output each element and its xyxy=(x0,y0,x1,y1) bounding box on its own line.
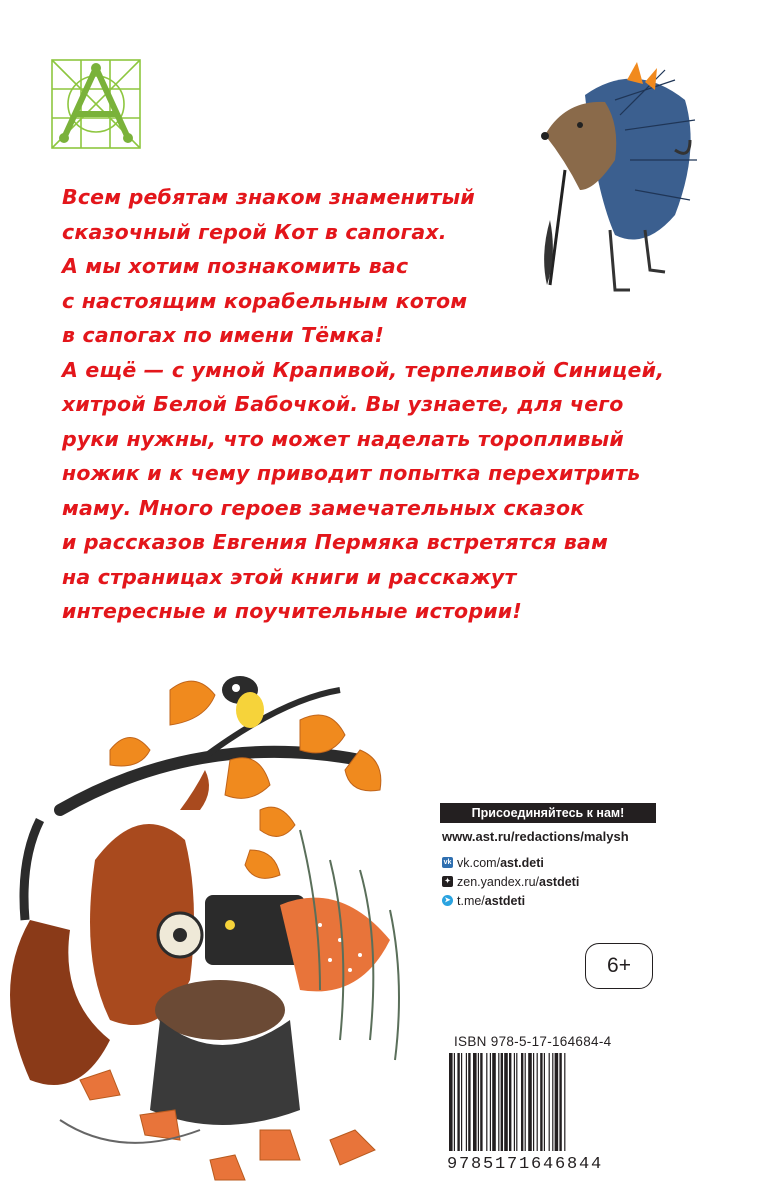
barcode xyxy=(447,1053,659,1151)
barcode-bar xyxy=(457,1053,459,1151)
barcode-bar xyxy=(490,1053,491,1151)
description-line: Всем ребятам знаком знаменитый xyxy=(62,185,475,209)
tg-prefix: t.me/ xyxy=(457,893,485,908)
barcode-bar xyxy=(492,1053,496,1151)
telegram-icon: ➤ xyxy=(442,895,453,906)
barcode-bar xyxy=(559,1053,561,1151)
tg-handle: astdeti xyxy=(484,893,526,908)
age-rating-badge: 6+ xyxy=(585,943,653,989)
zen-icon: ✦ xyxy=(442,876,453,887)
barcode-bar xyxy=(516,1053,517,1151)
barcode-bar xyxy=(473,1053,477,1151)
barcode-bar xyxy=(486,1053,487,1151)
barcode-bar xyxy=(498,1053,499,1151)
vk-icon: vk xyxy=(443,859,452,866)
barcode-bar xyxy=(537,1053,538,1151)
social-vk[interactable] xyxy=(442,853,579,872)
social-zen[interactable] xyxy=(442,872,579,891)
book-description xyxy=(62,180,665,629)
barcode-bar xyxy=(514,1053,515,1151)
barcode-bar xyxy=(540,1053,542,1151)
description-line: маму. Много героев замечательных сказок xyxy=(62,495,585,520)
barcode-bar xyxy=(461,1053,462,1151)
barcode-bar xyxy=(552,1053,553,1151)
description-line: руки нужны, что может наделать торопливый xyxy=(62,426,624,451)
barcode-bar xyxy=(555,1053,559,1151)
description-line: в сапогах по имени Тёмка! xyxy=(62,323,385,347)
description-line: сказочный герой Кот в сапогах. xyxy=(62,219,447,244)
description-line: интересные и поучительные истории! xyxy=(62,599,522,623)
description-line: и рассказов Евгения Пермяка встретятся вам xyxy=(62,530,609,554)
social-links xyxy=(442,853,579,910)
barcode-bar xyxy=(549,1053,550,1151)
barcode-bar xyxy=(454,1053,455,1151)
description-line: ножик и к чему приводит попытка перехитрить xyxy=(62,461,641,485)
description-line: с настоящим корабельным котом xyxy=(62,288,468,313)
description-line: на страницах этой книги и расскажут xyxy=(62,564,517,589)
description-line: хитрой Белой Бабочкой. Вы узнаете, для чего xyxy=(62,392,624,416)
publisher-logo xyxy=(50,58,142,150)
squirrel-sewing-illustration xyxy=(0,660,455,1200)
vk-handle: ast.deti xyxy=(500,855,544,870)
barcode-bar xyxy=(480,1053,482,1151)
barcode-bar xyxy=(466,1053,467,1151)
barcode-bar xyxy=(533,1053,534,1151)
isbn-text: ISBN 978-5-17-164684-4 xyxy=(454,1034,612,1049)
zen-prefix: zen.yandex.ru/ xyxy=(457,874,539,889)
social-telegram[interactable] xyxy=(442,891,579,910)
barcode-bar xyxy=(501,1053,503,1151)
barcode-bar xyxy=(525,1053,526,1151)
hedgehog-illustration xyxy=(525,40,705,295)
barcode-bar xyxy=(509,1053,511,1151)
barcode-bar xyxy=(528,1053,532,1151)
barcode-bar xyxy=(478,1053,479,1151)
barcode-bar xyxy=(521,1053,523,1151)
barcode-number: 9785171646844 xyxy=(447,1155,604,1174)
barcode-bar xyxy=(544,1053,545,1151)
barcode-bar xyxy=(449,1053,453,1151)
barcode-bar xyxy=(504,1053,508,1151)
barcode-bar xyxy=(468,1053,470,1151)
vk-prefix: vk.com/ xyxy=(457,855,501,870)
barcode-bar xyxy=(564,1053,565,1151)
publisher-website-link[interactable]: www.ast.ru/redactions/malysh xyxy=(442,829,629,844)
description-line: А мы хотим познакомить вас xyxy=(62,254,409,278)
description-line: А ещё — с умной Крапивой, терпеливой Синицей, xyxy=(62,357,665,382)
zen-handle: astdeti xyxy=(539,874,580,889)
join-us-banner: Присоединяйтесь к нам! xyxy=(440,803,656,823)
